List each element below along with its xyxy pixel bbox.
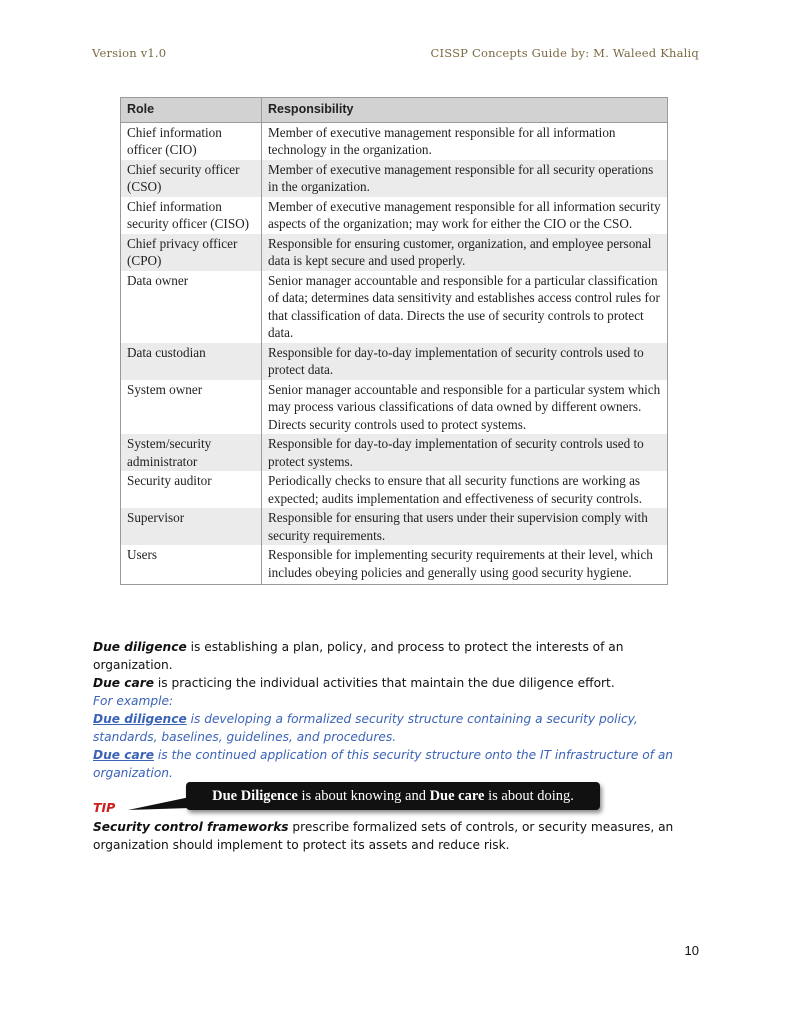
due-diligence-definition [93, 638, 703, 674]
table-row [121, 434, 668, 471]
due-diligence-term: Due diligence [93, 640, 187, 654]
role-cell: Chief privacy officer (CPO) [121, 234, 262, 271]
table-row [121, 197, 668, 234]
role-cell: Chief information security officer (CISO) [121, 197, 262, 234]
tip-paragraph [93, 818, 703, 854]
due-diligence-text: is establishing a plan, policy, and process to protect the interests of an organization. [93, 640, 624, 672]
example-dc-text: is the continued application of this security structure onto the IT infrastructure of an organization. [93, 748, 674, 780]
example-due-diligence [93, 710, 703, 746]
due-care-definition [93, 674, 703, 692]
role-cell: Supervisor [121, 508, 262, 545]
role-cell: Chief security officer (CSO) [121, 160, 262, 197]
responsibility-cell: Periodically checks to ensure that all security functions are working as expected; audits implementation and effectiveness of security controls. [262, 471, 668, 508]
example-dd-term: Due diligence [93, 712, 187, 726]
table-row [121, 508, 668, 545]
header-version: Version v1.0 [92, 46, 167, 60]
column-header-responsibility: Responsibility [262, 98, 668, 123]
table-row [121, 380, 668, 435]
table-row [121, 271, 668, 343]
callout-text-1: is about knowing and [297, 788, 430, 804]
roles-table [120, 97, 668, 585]
due-care-term: Due care [93, 676, 155, 690]
role-cell: Security auditor [121, 471, 262, 508]
header-title: CISSP Concepts Guide by: M. Waleed Khaliq [430, 46, 699, 60]
tip-term: Security control frameworks [93, 820, 289, 834]
due-care-text: is practicing the individual activities that maintain the due diligence effort. [154, 676, 615, 690]
example-due-care [93, 746, 703, 782]
role-cell: Data custodian [121, 343, 262, 380]
callout-term-1: Due Diligence [212, 788, 298, 804]
definitions-block [93, 638, 703, 692]
example-block [93, 692, 703, 782]
responsibility-cell: Member of executive management responsible for all information security aspects of the organization; may work for either the CIO or the CSO. [262, 197, 668, 234]
responsibility-cell: Responsible for day-to-day implementation of security controls used to protect systems. [262, 434, 668, 471]
responsibility-cell: Responsible for day-to-day implementation of security controls used to protect data. [262, 343, 668, 380]
table-row [121, 545, 668, 585]
table-row [121, 471, 668, 508]
page-number: 10 [684, 943, 699, 958]
role-cell: System owner [121, 380, 262, 435]
role-cell: Chief information officer (CIO) [121, 122, 262, 160]
responsibility-cell: Senior manager accountable and responsible for a particular system which may process various classifications of data owned by different owners. Directs security controls used to protect systems. [262, 380, 668, 435]
table-row [121, 122, 668, 160]
example-intro: For example: [93, 694, 174, 708]
example-dd-text: is developing a formalized security structure containing a security policy, standards, baselines, guidelines, and procedures. [93, 712, 638, 744]
responsibility-cell: Senior manager accountable and responsible for a particular classification of data; determines data sensitivity and establishes access control rules for that classification of data. Directs the use of security controls to protect data. [262, 271, 668, 343]
role-cell: System/security administrator [121, 434, 262, 471]
column-header-role: Role [121, 98, 262, 123]
responsibility-cell: Responsible for implementing security requirements at their level, which includes obeying policies and generally using good security hygiene. [262, 545, 668, 585]
table-row [121, 234, 668, 271]
callout-text-2: is about doing. [484, 788, 574, 804]
callout-term-2: Due care [429, 788, 485, 804]
table-row [121, 160, 668, 197]
responsibility-cell: Responsible for ensuring that users under their supervision comply with security requirements. [262, 508, 668, 545]
role-cell: Users [121, 545, 262, 585]
table-header-row [121, 98, 668, 123]
tip-label: TIP [93, 800, 116, 815]
role-cell: Data owner [121, 271, 262, 343]
tip-callout [186, 782, 600, 810]
responsibility-cell: Member of executive management responsible for all security operations in the organization. [262, 160, 668, 197]
responsibility-cell: Member of executive management responsible for all information technology in the organization. [262, 122, 668, 160]
table-row [121, 343, 668, 380]
tip-text: prescribe formalized sets of controls, or security measures, an organization should implement to protect its assets and reduce risk. [93, 820, 674, 852]
responsibility-cell: Responsible for ensuring customer, organization, and employee personal data is kept secure and used properly. [262, 234, 668, 271]
example-dc-term: Due care [93, 748, 155, 762]
